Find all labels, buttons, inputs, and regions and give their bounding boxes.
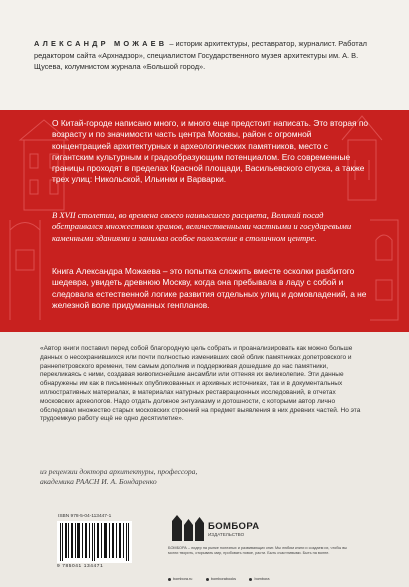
review-quote: «Автор книги поставил перед собой благородную цель собрать и проанализировать как можно больше данных о несохранившихся или почти полностью изменивших свой облик памятниках допетровского и раннепетровского времени, тем самым дополнив и поддерживая дошедшие до нас памятники, перекликаясь с ними, создавая живописнейшие ансамбли или оттеняя их великолепие. Эти данные обнаружены им как в письменных опубликованных и архивных источниках, так и в документальных иллюстративных материалах, в материалах натурных реставрационных исследований, в отчетах московских археологов. Надо отдать должное энтузиазму и дотошности, с которыми автор лично обследовал множество старых московских строений на предмет выявления в них древних частей. Но эта трудоемкую работу ещё не одно десятилетие». <box>40 345 361 423</box>
author-bio-text: – историк архитектуры, реставратор, журналист. Работал редактором сайта «Архнадзор», специалистом Государственного музея архитектуры им. А. В. Щусева, колумнистом журнала «Большой город». <box>34 39 367 72</box>
barcode-number: 9 785041 134471 <box>57 564 104 569</box>
social-link[interactable]: bomborabooks <box>206 577 236 581</box>
publisher-subtitle: ИЗДАТЕЛЬСТВО <box>208 532 245 537</box>
review-source <box>40 467 370 487</box>
isbn-label: ISBN 978-5-04-113447-1 <box>58 514 112 519</box>
annotation-paragraph-1: О Китай-городе написано много, и много еще предстоит написать. Это вторая по возрасту и по значимости часть центра Москвы, район с огромной концентрацией архитектурных и археологических памятников, место с гигантским культурным и градообразующим потенциалом. Его современные границы проходят в пределах Красной площади, Васильевского спуска, а также трех улиц: Никольской, Ильинки и Варварки. <box>52 118 369 185</box>
social-link[interactable]: bombora <box>249 577 269 581</box>
author-bio <box>34 38 379 73</box>
annotation-paragraph-2: В XVII столетии, во времена своего наивысшего расцвета, Великий посад обстраивался множеством храмов, величественными частными и государевыми каменными зданиями и занимал особое положение в столичном центре. <box>52 210 352 243</box>
review-source-line-1: из рецензии доктора архитектуры, профессора, <box>40 467 198 476</box>
globe-icon <box>168 578 171 581</box>
bombora-logo-icon <box>170 515 206 543</box>
annotation-paragraph-3: Книга Александра Можаева – это попытка сложить вместе осколки разбитого шедевра, увидеть древнюю Москву, когда она пребывала в ладу с собой и следовала естественной логике развития отдельных улиц и домовладений, а не железной воле придуманных генпланов. <box>52 266 367 310</box>
instagram-icon <box>249 578 252 581</box>
social-link[interactable]: bombora.ru <box>168 577 192 581</box>
barcode-graphic <box>57 521 132 563</box>
annotation-block <box>0 110 409 332</box>
publisher-description: БОМБОРА – лидер на рынке полезных и развивающих книг. Мы любим книги и создаем их, чтобы вы могли творить, открывать мир, пробовать новое, расти. Быть счастливыми. Быть на волне. <box>168 546 348 555</box>
vk-icon <box>206 578 209 581</box>
author-name: АЛЕКСАНДР МОЖАЕВ <box>34 39 168 48</box>
publisher-name: БОМБОРА <box>208 521 260 532</box>
review-source-line-2: академика РААСН И. А. Бондаренко <box>40 477 157 486</box>
publisher-social-links <box>168 567 368 581</box>
